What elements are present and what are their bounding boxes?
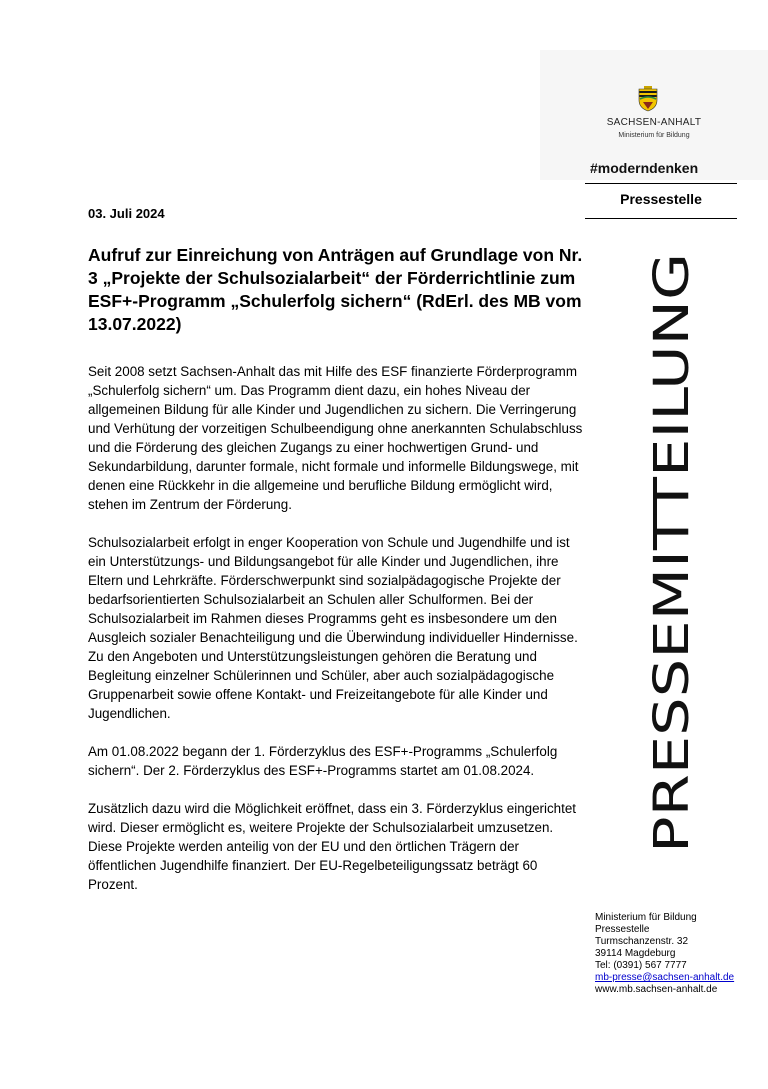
divider-top <box>585 183 737 184</box>
department-heading: Pressestelle <box>620 191 702 207</box>
article-body <box>88 362 588 913</box>
state-name: SACHSEN-ANHALT <box>606 117 702 128</box>
contact-department: Pressestelle <box>595 924 650 935</box>
vertical-title <box>644 250 700 855</box>
release-date: 03. Juli 2024 <box>88 206 165 221</box>
contact-street: Turmschanzenstr. 32 <box>595 936 689 947</box>
vertical-title-text: PRESSEMITTEILUNG <box>644 378 700 853</box>
divider-bottom <box>585 218 737 219</box>
paragraph: Seit 2008 setzt Sachsen-Anhalt das mit Hilfe des ESF finanzierte Förderprogramm „Schulerfolg sichern“ um. Das Programm dient dazu, ein hohes Niveau der allgemeinen Bildung für alle Kinder und Jugendlichen zu sichern. Die Verringerung und Verhütung der vorzeitigen Schulbeendigung ohne anerkannten Schulabschluss und die Förderung des gleichen Zugangs zu einer hochwertigen Grund- und Sekundarbildung, darunter formale, nicht formale und informelle Bildungswege, mit denen eine Rückkehr in die allgemeine und berufliche Bildung ermöglicht wird, stehen im Zentrum der Förderung. <box>88 364 583 512</box>
contact-email-link[interactable]: mb-presse@sachsen-anhalt.de <box>595 972 735 983</box>
campaign-hashtag: #moderndenken <box>590 160 699 176</box>
contact-ministry: Ministerium für Bildung <box>595 912 697 923</box>
contact-city: 39114 Magdeburg <box>595 948 676 959</box>
ministry-small-label: Ministerium für Bildung <box>618 132 690 139</box>
contact-block <box>595 912 734 996</box>
paragraph: Schulsozialarbeit erfolgt in enger Kooperation von Schule und Jugendhilfe und ist ein Unterstützungs- und Bildungsangebot für alle Kinder und Jugendlichen, ihre Eltern und Lehrkräfte. Förderschwerpunkt sind sozialpädagogische Projekte der bedarfsorientierten Schulsozialarbeit an Schulen aller Schulformen. Bei der Schulsozialarbeit im Rahmen dieses Programms geht es insbesondere um den Ausgleich sozialer Benachteiligung und die Überwindung individueller Hindernisse. Zu den Angeboten und Unterstützungsleistungen gehören die Beratung und Begleitung einzelner Schülerinnen und Schüler, aber auch sozialpädagogische Gruppenarbeit sowie offene Kontakt- und Freizeitangebote für alle Kinder und Jugendlichen. <box>88 535 578 721</box>
paragraph: Am 01.08.2022 begann der 1. Förderzyklus des ESF+-Programms „Schulerfolg sichern“. Der 2. Förderzyklus des ESF+-Programms startet am 01.08.2024. <box>88 744 558 778</box>
headline: Aufruf zur Einreichung von Anträgen auf Grundlage von Nr. 3 „Projekte der Schulsozialarbeit“ der Förderrichtlinie zum ESF+-Programm „Schulerfolg sichern“ (RdErl. des MB vom 13.07.2022) <box>88 245 583 334</box>
coat-of-arms-icon <box>638 86 658 112</box>
paragraph: Zusätzlich dazu wird die Möglichkeit eröffnet, dass ein 3. Förderzyklus eingerichtet wird. Dieser ermöglicht es, weitere Projekte der Schulsozialarbeit umzusetzen. Diese Projekte werden anteilig von der EU und den örtlichen Trägern der öffentlichen Jugendhilfe finanziert. Der EU-Regelbeteiligungssatz beträgt 60 Prozent. <box>88 801 576 892</box>
contact-website: www.mb.sachsen-anhalt.de <box>595 984 718 995</box>
contact-phone: Tel: (0391) 567 7777 <box>595 960 687 971</box>
